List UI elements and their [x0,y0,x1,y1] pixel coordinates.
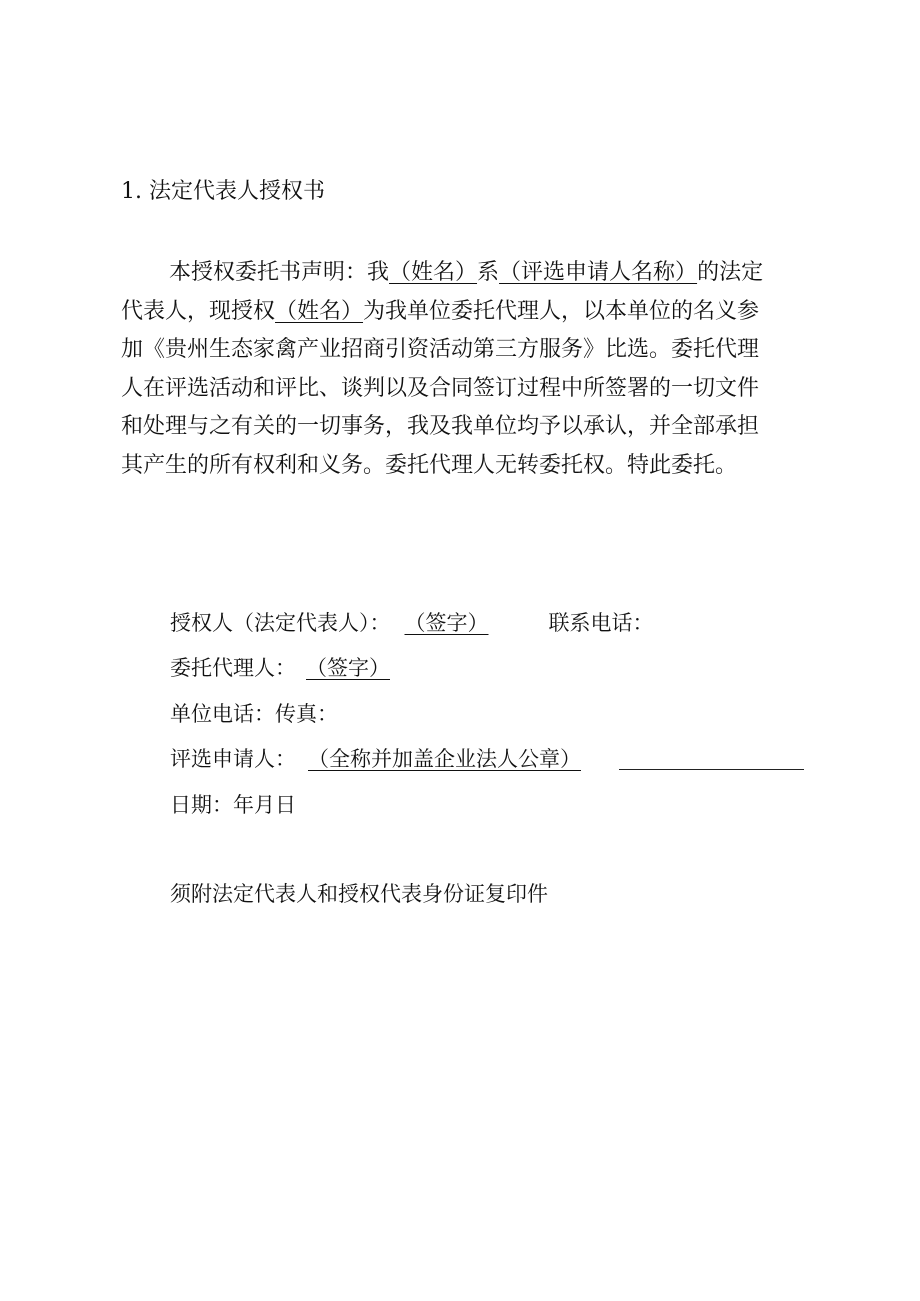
attachment-note: 须附法定代表人和授权代表身份证复印件 [170,882,548,906]
paragraph-line-5: 和处理与之有关的一切事务，我及我单位均予以承认，并全部承担 [121,414,760,439]
section-title: 1. 法定代表人授权书 [121,179,325,204]
paragraph-line-1 [121,254,811,293]
authorizer-signature-blank: （签字） [404,611,489,635]
agent-label: 委托代理人： [170,656,296,680]
authorizer-line [170,608,654,638]
paragraph-line-6: 其产生的所有权利和义务。委托代理人无转委托权。特此委托。 [121,452,738,478]
paragraph-line-3: 加《贵州生态家禽产业招商引资活动第三方服务》比选。委托代理 [121,337,760,362]
applicant-seal-blank: （全称并加盖企业法人公章） [308,747,581,771]
text-segment: 为我单位委托代理人，以本单位的名义参 [363,298,760,324]
applicant-label: 评选申请人： [170,747,296,771]
agent-name-blank: （姓名） [275,298,364,324]
text-segment: 的法定 [697,260,764,285]
agent-line [170,653,390,683]
applicant-name-blank: （评选申请人名称） [499,260,698,285]
applicant-extra-underline [619,769,804,770]
text-segment: 系 [477,260,500,285]
unit-phone-line: 单位电话：传真： [170,702,338,726]
name-blank: （姓名） [389,260,478,285]
authorizer-label: 授权人（法定代表人）： [170,611,391,635]
paragraph-line-4: 人在评选活动和评比、谈判以及合同签订过程中所签署的一切文件 [121,375,760,401]
phone-label: 联系电话： [548,611,654,635]
applicant-line [170,744,581,774]
authorization-paragraph [121,254,811,485]
paragraph-line-2 [121,293,811,332]
text-segment: 本授权委托书声明：我 [169,260,390,285]
date-line: 日期：年月日 [170,793,296,817]
agent-signature-blank: （签字） [306,656,390,680]
text-segment: 代表人，现授权 [121,298,276,324]
